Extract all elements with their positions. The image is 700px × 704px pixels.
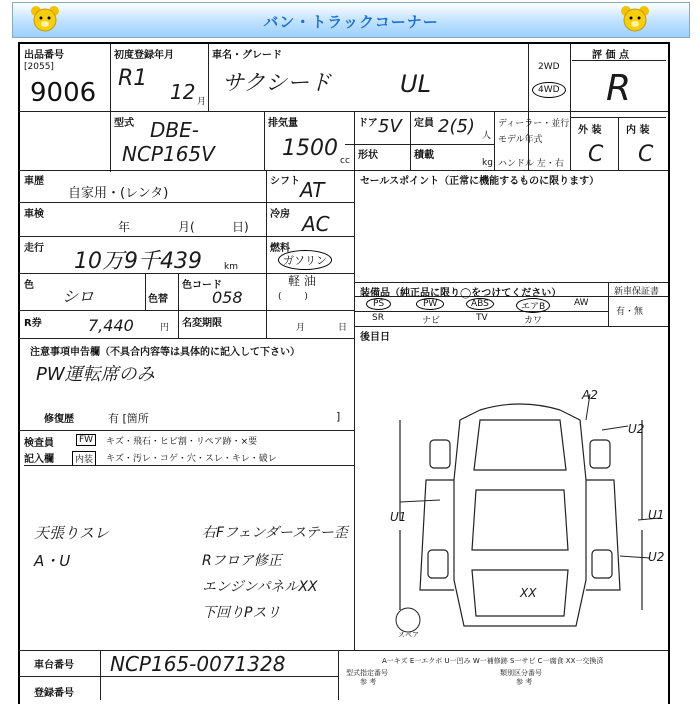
recycle-value: 7,440	[88, 316, 134, 335]
chassis-number: NCP165-0071328	[110, 652, 286, 676]
equip-leather: カワ	[524, 316, 543, 326]
registration-era: R1	[118, 66, 148, 91]
displacement-value: 1500	[282, 136, 338, 161]
fuel-diesel: 軽 油	[288, 274, 316, 288]
note-right-4: 下回りPスリ	[202, 605, 281, 621]
mileage-value: 10万9千439	[74, 249, 202, 274]
usage-value: 自家用・(レンタ)	[68, 186, 169, 201]
equip-navi: ナビ	[422, 316, 441, 326]
damage-mark-u2-front: U2	[628, 422, 645, 436]
door-label: ドア	[358, 118, 378, 129]
overall-score: R	[606, 68, 632, 109]
rear-seat-label: 後目日	[360, 332, 390, 343]
month-unit: 月	[197, 97, 207, 107]
banner-title: バン・トラックコーナー	[263, 13, 439, 31]
legend-type-number: 型式指定番号	[346, 669, 388, 677]
door-value: 5V	[378, 116, 402, 137]
recycle-unit: 円	[160, 323, 170, 333]
damage-legend: A一キズ E一エクボ U一凹み W一補修跡 S一サビ C一腐食 XX一交換済	[382, 657, 604, 665]
registration-label: 登録番号	[34, 688, 74, 699]
shift-value: AT	[300, 178, 325, 202]
color-code: 058	[212, 288, 243, 307]
mileage-unit: km	[224, 262, 238, 272]
name-change-month: 月	[296, 323, 306, 333]
recycle-label: R券	[24, 318, 42, 329]
note-right-1: 右Fフェンダーステー歪	[202, 525, 348, 541]
equip-airbag: エアB	[516, 298, 550, 313]
inspection-day: 日)	[232, 220, 249, 234]
warranty-label: 新車保証書	[614, 287, 660, 297]
inspection-label: 車検	[24, 209, 44, 220]
note-right-3: エンジンパネルXX	[202, 579, 318, 595]
color-code-label: 色コード	[182, 280, 222, 291]
usage-label: 車歴	[24, 176, 44, 187]
note-right-2: Rフロア修正	[202, 553, 282, 569]
exterior-label: 外 装	[578, 125, 602, 136]
capacity-unit: 人	[482, 131, 492, 141]
drive-4wd: 4WD	[532, 82, 566, 98]
note-left-2: A・U	[34, 552, 71, 570]
car-damage-diagram	[380, 380, 670, 650]
interior-inspect-text: キズ・汚レ・コゲ・穴・スレ・キレ・破レ	[106, 454, 277, 464]
mileage-label: 走行	[24, 243, 44, 254]
registration-month: 12	[170, 80, 196, 104]
legend-class-number: 類別区分番号	[500, 669, 542, 677]
load-label: 積載	[414, 150, 434, 161]
name-change-day: 日	[338, 323, 348, 333]
load-unit: kg	[482, 158, 493, 168]
drive-2wd: 2WD	[538, 62, 560, 72]
equipment-label: 装備品（純正品に限り◯をつけてください）	[360, 288, 562, 299]
model-year-label: モデル年式	[498, 135, 543, 145]
color-value: シロ	[62, 287, 95, 306]
chassis-label: 車台番号	[34, 660, 74, 671]
type-code: NCP165V	[122, 142, 215, 166]
color-change-label: 色替	[148, 294, 168, 305]
first-registration-label: 初度登録年月	[114, 50, 174, 61]
fuel-label: 燃料	[270, 243, 290, 254]
capacity-label: 定員	[414, 118, 434, 129]
equip-sr: SR	[372, 313, 384, 323]
type-label: 型式	[114, 118, 134, 129]
inspector-entry-label: 記入欄	[24, 454, 54, 465]
fw-text: キズ・飛石・ヒビ割・リペア跡・×要	[106, 437, 258, 447]
damage-mark-a2: A2	[582, 388, 598, 402]
legend-reference-1: 参 考	[360, 678, 377, 686]
repair-history-value: 有 [箇所	[108, 412, 149, 425]
fuel-other: ( )	[278, 292, 308, 302]
capacity-value: 2(5)	[438, 116, 475, 137]
interior-inspect-label: 内装	[72, 451, 96, 466]
repair-history-label: 修復歴	[44, 414, 74, 425]
ac-value: AC	[302, 212, 330, 236]
color-label: 色	[24, 280, 34, 291]
lot-number: 9006	[30, 78, 97, 108]
displacement-unit: cc	[340, 156, 350, 166]
selling-points-label: セールスポイント（正常に機能するものに限ります）	[360, 176, 600, 187]
equip-tv: TV	[476, 313, 488, 323]
name-change-label: 名変期限	[182, 318, 222, 329]
warranty-value: 有・無	[616, 307, 644, 317]
damage-mark-xx: XX	[520, 586, 537, 600]
type-prefix: DBE-	[150, 118, 199, 142]
exterior-score: C	[588, 142, 604, 167]
notes-text: PW運転席のみ	[36, 364, 155, 385]
inspection-month: 月(	[178, 220, 195, 234]
equip-ps: PS	[366, 298, 391, 310]
inspector-label: 検査員	[24, 438, 54, 449]
dealer-label: ディーラー・並行	[498, 119, 570, 129]
ac-label: 冷房	[270, 209, 290, 220]
repair-history-close: ]	[336, 410, 341, 423]
notes-label: 注意事項申告欄（不具合内容等は具体的に記入して下さい）	[30, 347, 300, 358]
interior-label: 内 装	[626, 125, 650, 136]
banner	[12, 2, 690, 38]
note-left-1: 天張りスレ	[34, 524, 110, 542]
equip-pw: PW	[416, 298, 444, 310]
model-name: サクシード	[222, 71, 332, 96]
equip-aw: AW	[574, 298, 589, 308]
inspection-year: 年	[118, 220, 131, 234]
spare-label: スペア	[398, 631, 419, 639]
fuel-gasoline: ガソリン	[278, 250, 332, 270]
handle-label: ハンドル 左・右	[498, 159, 564, 169]
damage-mark-u1-left: U1	[390, 510, 407, 524]
shift-label: シフト	[270, 176, 300, 187]
lot-number-label: 出品番号	[24, 50, 64, 61]
model-name-label: 車名・グレード	[212, 50, 282, 61]
displacement-label: 排気量	[268, 118, 298, 129]
legend-reference-2: 参 考	[516, 678, 533, 686]
bear-mascot-icon	[619, 5, 651, 33]
lot-sub-number: [2055]	[24, 62, 54, 72]
equip-abs: ABS	[466, 298, 494, 310]
shape-label: 形状	[358, 150, 378, 161]
grade: UL	[400, 70, 431, 98]
fw-label: FW	[76, 434, 96, 446]
interior-score: C	[638, 142, 654, 167]
score-label: 評 価 点	[592, 50, 629, 61]
damage-mark-u2-rear: U2	[648, 550, 665, 564]
damage-mark-u1-right: U1	[648, 508, 665, 522]
